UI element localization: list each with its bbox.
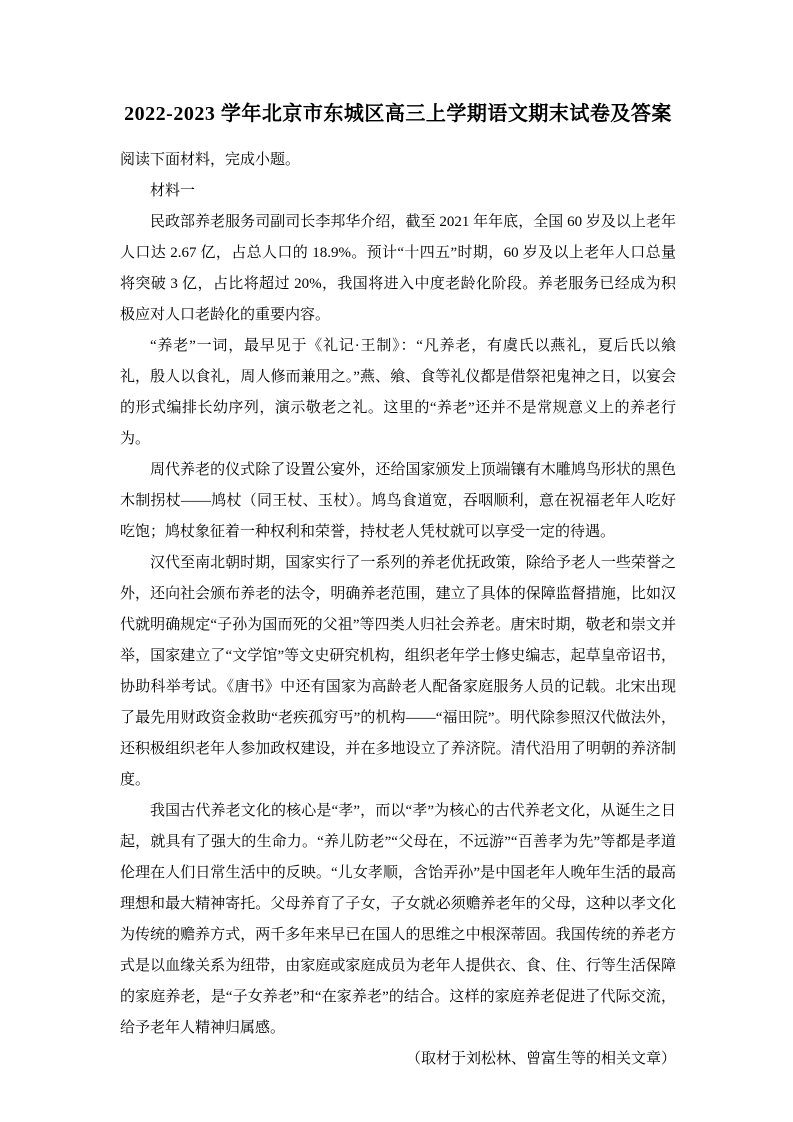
paragraph-3: 周代养老的仪式除了设置公宴外，还给国家颁发上顶端镶有木雕鸠鸟形状的黑色木制拐杖——鸠杖（同王杖、玉杖）。鸠鸟食道宽，吞咽顺利，意在祝福老年人吃好吃饱；鸠杖象征着一种权利和荣誉，持杖老人凭杖就可以享受一定的待遇。 (120, 462, 676, 540)
intro-line: 阅读下面材料，完成小题。 (120, 152, 301, 168)
material-one-label: 材料一 (150, 183, 196, 199)
paragraph-2: “养老”一词，最早见于《礼记·王制》：“凡养老，有虞氏以燕礼，夏后氏以飨礼，殷人以食礼，周人修而兼用之。”燕、飨、食等礼仪都是借祭祀鬼神之日，以宴会的形式编排长幼序列，演示敬老之礼。这里的“养老”还并不是常规意义上的养老行为。 (120, 338, 676, 447)
paragraph-1: 民政部养老服务司副司长李邦华介绍，截至 2021 年年底，全国 60 岁及以上老年人口达 2.67 亿，占总人口的 18.9%。预计“十四五”时期，60 岁及以上老年人口总量将突破 3 亿，占比将超过 20%，我国将进入中度老龄化阶段。养老服务已经成为积极应对人口老龄化的重要内容。 (120, 214, 676, 323)
paragraph-4: 汉代至南北朝时期，国家实行了一系列的养老优抚政策，除给予老人一些荣誉之外，还向社会颁布养老的法令，明确养老范围，建立了具体的保障监督措施，比如汉代就明确规定“子孙为国而死的父祖”等四类人归社会养老。唐宋时期，敬老和崇文并举，国家建立了“文学馆”等文史研究机构，组织老年学士修史编志，起草皇帝诏书，协助科举考试。《唐书》中还有国家为高龄老人配备家庭服务人员的记载。北宋出现了最先用财政资金救助“老疾孤穷丐”的机构——“福田院”。明代除参照汉代做法外，还积极组织老年人参加政权建设，并在多地设立了养济院。清代沿用了明朝的养济制度。 (120, 555, 676, 788)
document-body (120, 145, 676, 1075)
paragraph-5: 我国古代养老文化的核心是“孝”，而以“孝”为核心的古代养老文化，从诞生之日起，就具有了强大的生命力。“养儿防老”“父母在，不远游”“百善孝为先”等都是孝道伦理在人们日常生活中的反映。“儿女孝顺，含饴弄孙”是中国老年人晚年生活的最高理想和最大精神寄托。父母养育了子女，子女就必须赡养老年的父母，这种以孝文化为传统的赡养方式，两千多年来早已在国人的思维之中根深蒂固。我国传统的养老方式是以血缘关系为纽带，由家庭或家庭成员为老年人提供衣、食、住、行等生活保障的家庭养老，是“子女养老”和“在家养老”的结合。这样的家庭养老促进了代际交流，给予老年人精神归属感。 (120, 803, 676, 1036)
document-title: 2022-2023 学年北京市东城区高三上学期语文期末试卷及答案 (124, 103, 672, 125)
source-attribution: （取材于刘松林、曾富生等的相关文章） (405, 1051, 676, 1067)
